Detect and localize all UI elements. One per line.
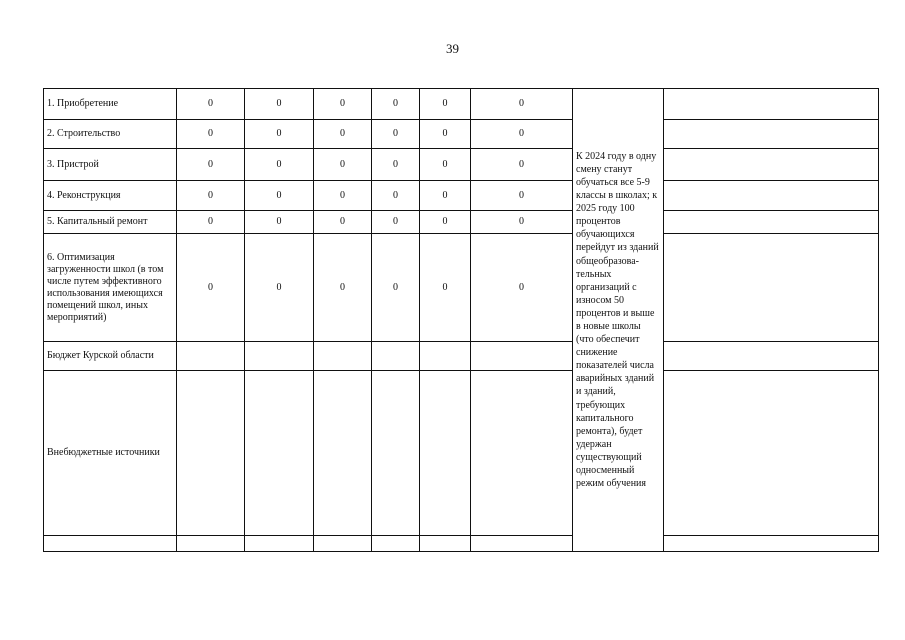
table-row [44,120,879,149]
value-cell: 0 [471,149,573,181]
value-cell [420,371,471,536]
value-cell: 0 [420,120,471,149]
value-cell [314,371,372,536]
value-cell: 0 [314,211,372,234]
value-cell: 0 [314,89,372,120]
value-cell: 0 [245,89,314,120]
table-row [44,89,879,120]
expected-results-note: К 2024 году в одну смену станут обучаться все 5-9 классы в школах; к 2025 году 100 процентов обучающихся перейдут из зданий общеобразова-тельных организаций с износом 50 процентов и выше в новые школы (что обеспечит снижение показателей числа аварийных зданий и зданий, требующих капитального ремонта), будет удержан существующий односменный режим обучения [573,89,664,552]
value-cell [245,536,314,552]
row-label: 2. Строительство [44,120,177,149]
value-cell: 0 [177,181,245,211]
value-cell: 0 [177,149,245,181]
value-cell: 0 [420,211,471,234]
value-cell: 0 [372,181,420,211]
value-cell: 0 [372,211,420,234]
empty-cell [664,211,879,234]
value-cell: 0 [245,211,314,234]
table-row [44,342,879,371]
value-cell [314,342,372,371]
value-cell: 0 [245,149,314,181]
value-cell: 0 [245,234,314,342]
empty-cell [664,89,879,120]
empty-cell [664,536,879,552]
value-cell: 0 [314,181,372,211]
empty-cell [664,149,879,181]
row-label: 5. Капитальный ремонт [44,211,177,234]
value-cell: 0 [372,120,420,149]
value-cell [471,342,573,371]
value-cell: 0 [372,149,420,181]
value-cell [314,536,372,552]
value-cell [372,342,420,371]
value-cell [420,342,471,371]
empty-cell [664,120,879,149]
value-cell: 0 [471,120,573,149]
value-cell: 0 [471,181,573,211]
value-cell [471,371,573,536]
row-label [44,536,177,552]
table-row [44,536,879,552]
empty-cell [664,234,879,342]
value-cell: 0 [372,234,420,342]
page-number: 39 [446,41,459,56]
value-cell [372,371,420,536]
table-row [44,181,879,211]
table-row [44,234,879,342]
row-label: 3. Пристрой [44,149,177,181]
value-cell [177,536,245,552]
value-cell: 0 [420,89,471,120]
value-cell: 0 [314,234,372,342]
empty-cell [664,181,879,211]
table-row [44,371,879,536]
row-label: Внебюджетные источники [44,371,177,536]
row-label: Бюджет Курской области [44,342,177,371]
value-cell [471,536,573,552]
value-cell: 0 [177,211,245,234]
value-cell [245,371,314,536]
value-cell: 0 [314,149,372,181]
value-cell [177,342,245,371]
value-cell: 0 [471,234,573,342]
empty-cell [664,342,879,371]
value-cell: 0 [245,181,314,211]
value-cell: 0 [471,89,573,120]
empty-cell [664,371,879,536]
value-cell: 0 [420,234,471,342]
value-cell [177,371,245,536]
row-label: 6. Оптимизация загруженности школ (в том числе путем эффективного использования имеющихся помещений школ, иных мероприятий) [44,234,177,342]
value-cell [245,342,314,371]
row-label: 4. Реконструкция [44,181,177,211]
value-cell: 0 [471,211,573,234]
table-row [44,149,879,181]
value-cell: 0 [177,234,245,342]
value-cell [420,536,471,552]
indicators-table [43,88,879,552]
value-cell: 0 [372,89,420,120]
value-cell [372,536,420,552]
value-cell: 0 [420,149,471,181]
value-cell: 0 [177,89,245,120]
value-cell: 0 [420,181,471,211]
row-label: 1. Приобретение [44,89,177,120]
value-cell: 0 [314,120,372,149]
table-row [44,211,879,234]
value-cell: 0 [245,120,314,149]
value-cell: 0 [177,120,245,149]
